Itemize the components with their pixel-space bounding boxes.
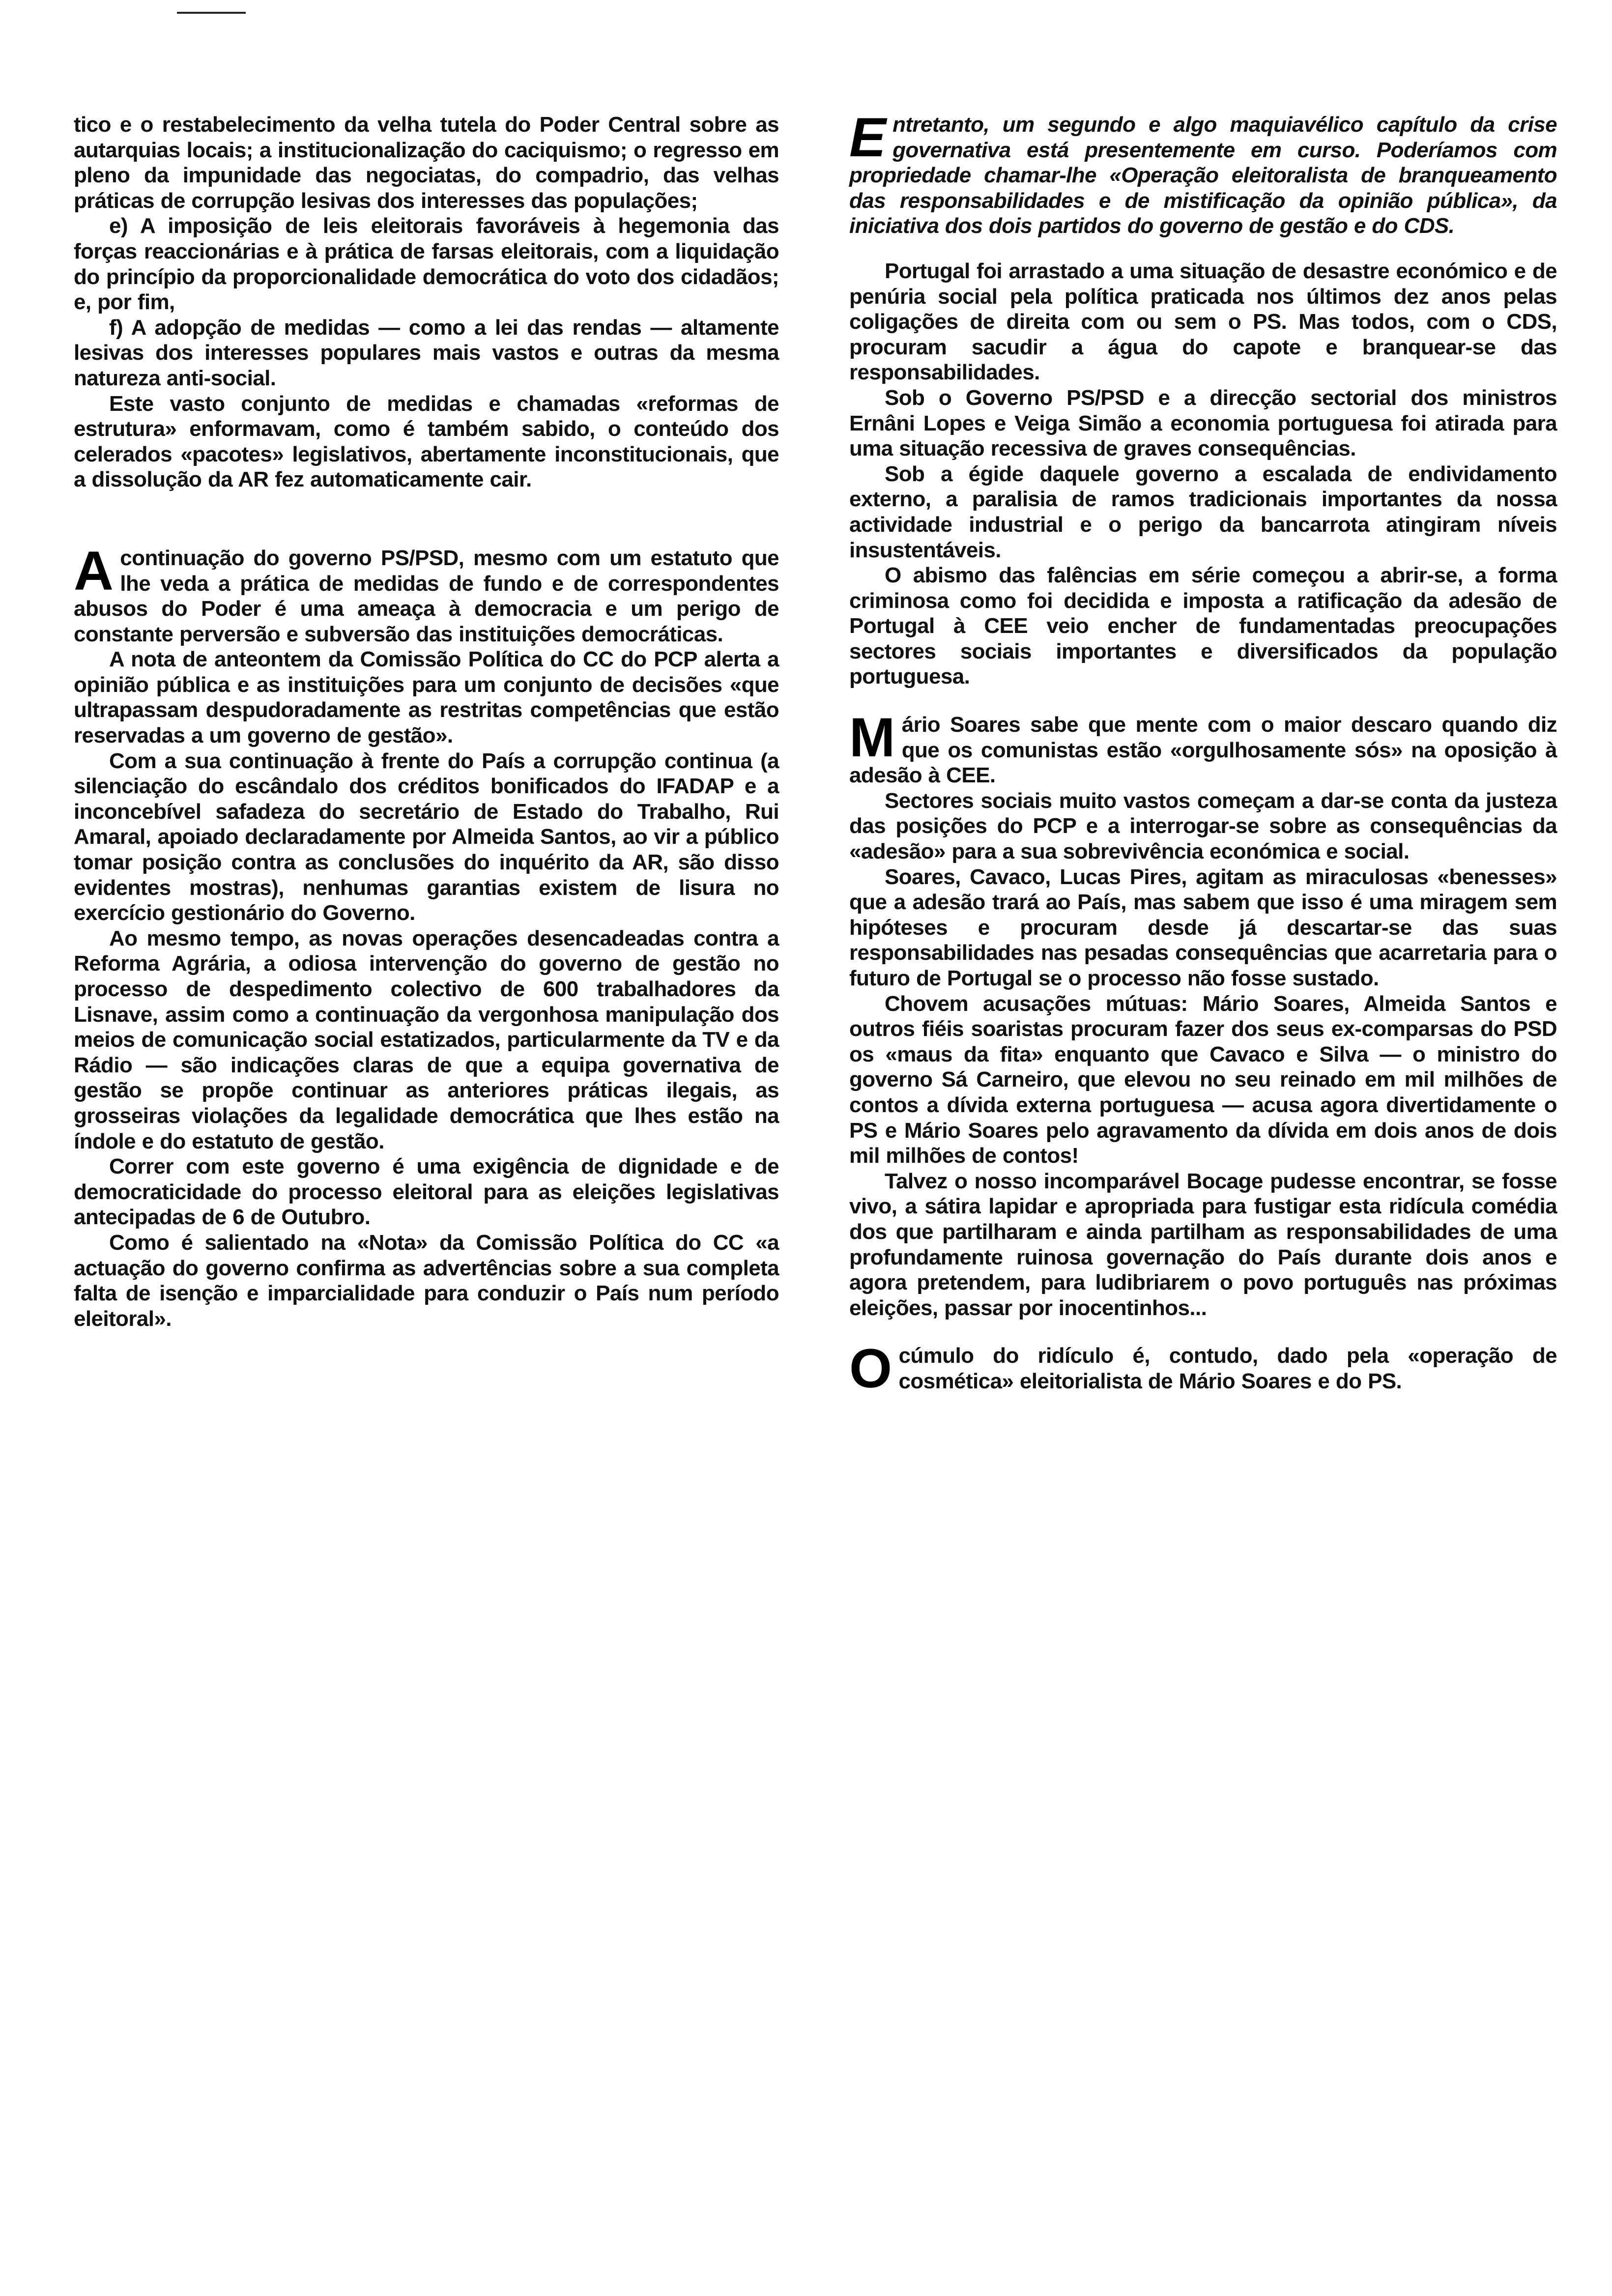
- paragraph: Soares, Cavaco, Lucas Pires, agitam as miraculosas «benesses» que a adesão trará ao País, mas sabem que isso é uma miragem sem hipóteses e procuram desde já descartar-se das suas responsabilidades nas pesadas consequências que acarretaria para o futuro de Portugal se o processo não fosse sustado.: [849, 864, 1557, 990]
- section-e: [849, 107, 1557, 689]
- scan-artifact: [177, 12, 246, 14]
- section-o: [849, 1338, 1557, 1400]
- lead-text: ntretanto, um segundo e algo maquiavélico capítulo da crise governativa está presentemente em curso. Poderíamos com propriedade chamar-lhe «Operação eleitoralista de branqueamento das responsabilidades e de mistificação da opinião pública», da iniciativa dos dois partidos do governo de gestão e do CDS.: [849, 113, 1557, 238]
- right-column: [849, 107, 1557, 1400]
- paragraph: Como é salientado na «Nota» da Comissão Política do CC «a actuação do governo confirma as advertências sobre a sua completa falta de isenção e imparcialidade para conduzir o País num período eleitoral».: [74, 1230, 779, 1331]
- section-m: [849, 707, 1557, 1320]
- paragraph-item-e: e) A imposição de leis eleitorais favoráveis à hegemonia das forças reaccionárias e à prática de farsas eleitorais, com a liquidação do princípio da proporcionalidade democrática do voto dos cidadãos; e, por fim,: [74, 214, 779, 315]
- paragraph: Correr com este governo é uma exigência de dignidade e de democraticidade do processo eleitoral para as eleições legislativas antecipadas de 6 de Outubro.: [74, 1154, 779, 1230]
- section-lead: [74, 540, 779, 647]
- paragraph: Este vasto conjunto de medidas e chamadas «reformas de estrutura» enformavam, como é também sabido, o conteúdo dos celerados «pacotes» legislativos, abertamente inconstitucionais, que a dissolução da AR fez automaticamente cair.: [74, 391, 779, 492]
- dropcap-letter: M: [849, 707, 895, 769]
- paragraph: Talvez o nosso incomparável Bocage pudesse encontrar, se fosse vivo, a sátira lapidar e apropriada para fustigar esta ridícula comédia dos que partilharam e ainda partilham as responsabilidades de uma profundamente ruinosa governação do País durante dois anos e agora pretendem, para ludibriarem o povo português nas próximas eleições, passar por inocentinhos...: [849, 1169, 1557, 1320]
- dropcap-letter: A: [74, 540, 114, 602]
- section-a: [74, 540, 779, 1331]
- paragraph: Chovem acusações mútuas: Mário Soares, Almeida Santos e outros fiéis soaristas procuram fazer dos seus ex-comparsas do PSD os «maus da fita» enquanto que Cavaco e Silva — o ministro do governo Sá Carneiro, que elevou no seu reinado em mil milhões de contos a dívida externa portuguesa — acusa agora divertidamente o PS e Mário Soares pelo agravamento da dívida em dois anos de dois mil milhões de contos!: [849, 991, 1557, 1168]
- lead-text: continuação do governo PS/PSD, mesmo com um estatuto que lhe veda a prática de medidas de fundo e de correspondentes abusos do Poder é uma ameaça à democracia e um perigo de constante perversão e subversão das instituições democráticas.: [74, 545, 779, 646]
- paragraph: Com a sua continuação à frente do País a corrupção continua (a silenciação do escândalo dos créditos bonificados do IFADAP e a inconcebível safadeza do secretário de Estado do Trabalho, Rui Amaral, apoiado declaradamente por Almeida Santos, ao vir a público tomar posição contra as conclusões do inquérito da AR, são disso evidentes mostras), nenhumas garantias existem de lisura no exercício gestionário do Governo.: [74, 748, 779, 925]
- paragraph: Ao mesmo tempo, as novas operações desencadeadas contra a Reforma Agrária, a odiosa intervenção do governo de gestão no processo de despedimento colectivo de 600 trabalhadores da Lisnave, assim como a continuação da vergonhosa manipulação dos meios de comunicação social estatizados, particularmente da TV e da Rádio — são indicações claras de que a equipa governativa de gestão se propõe continuar as anteriores práticas ilegais, as grosseiras violações da legalidade democrática que lhes estão na índole e do estatuto de gestão.: [74, 926, 779, 1153]
- paragraph: Portugal foi arrastado a uma situação de desastre económico e de penúria social pela política praticada nos últimos dez anos pelas coligações de direita com ou sem o PS. Mas todos, com o CDS, procuram sacudir a água do capote e branquear-se das responsabilidades.: [849, 258, 1557, 385]
- section-lead: [849, 1338, 1557, 1400]
- section-lead: [849, 707, 1557, 788]
- paragraph: Sob a égide daquele governo a escalada de endividamento externo, a paralisia de ramos tradicionais importantes da nossa actividade industrial e o perigo da bancarrota atingiram níveis insustentáveis.: [849, 461, 1557, 562]
- section-lead-italic: [849, 107, 1557, 239]
- paragraph: O abismo das falências em série começou a abrir-se, a forma criminosa como foi decidida e imposta a ratificação da adesão de Portugal à CEE veio encher de fundamentadas preocupações sectores sociais importantes e diversificados da população portuguesa.: [849, 563, 1557, 689]
- paragraph: tico e o restabelecimento da velha tutela do Poder Central sobre as autarquias locais; a institucionalização do caciquismo; o regresso em pleno da impunidade das negociatas, do compadrio, das velhas práticas de corrupção lesivas dos interesses das populações;: [74, 113, 779, 213]
- lead-text: cúmulo do ridículo é, contudo, dado pela «operação de cosmética» eleitorialista de Mário Soares e do PS.: [898, 1344, 1557, 1393]
- paragraph: A nota de anteontem da Comissão Política do CC do PCP alerta a opinião pública e as instituições para um conjunto de decisões «que ultrapassam despudoradamente as restritas competências que estão reservadas a um governo de gestão».: [74, 647, 779, 748]
- paragraph: Sectores sociais muito vastos começam a dar-se conta da justeza das posições do PCP e a interrogar-se sobre as consequências da «adesão» para a sua sobrevivência económica e social.: [849, 788, 1557, 864]
- lead-text: ário Soares sabe que mente com o maior descaro quando diz que os comunistas estão «orgulhosamente sós» na oposição à adesão à CEE.: [849, 713, 1557, 788]
- paragraph: Sob o Governo PS/PSD e a direcção sectorial dos ministros Ernâni Lopes e Veiga Simão a economia portuguesa foi atirada para uma situação recessiva de graves consequências.: [849, 385, 1557, 461]
- dropcap-letter: O: [849, 1338, 892, 1400]
- paragraph-item-f: f) A adopção de medidas — como a lei das rendas — altamente lesivas dos interesses populares mais vastos e outras da mesma natureza anti-social.: [74, 315, 779, 390]
- dropcap-letter: E: [849, 107, 886, 168]
- left-column: [74, 112, 779, 1331]
